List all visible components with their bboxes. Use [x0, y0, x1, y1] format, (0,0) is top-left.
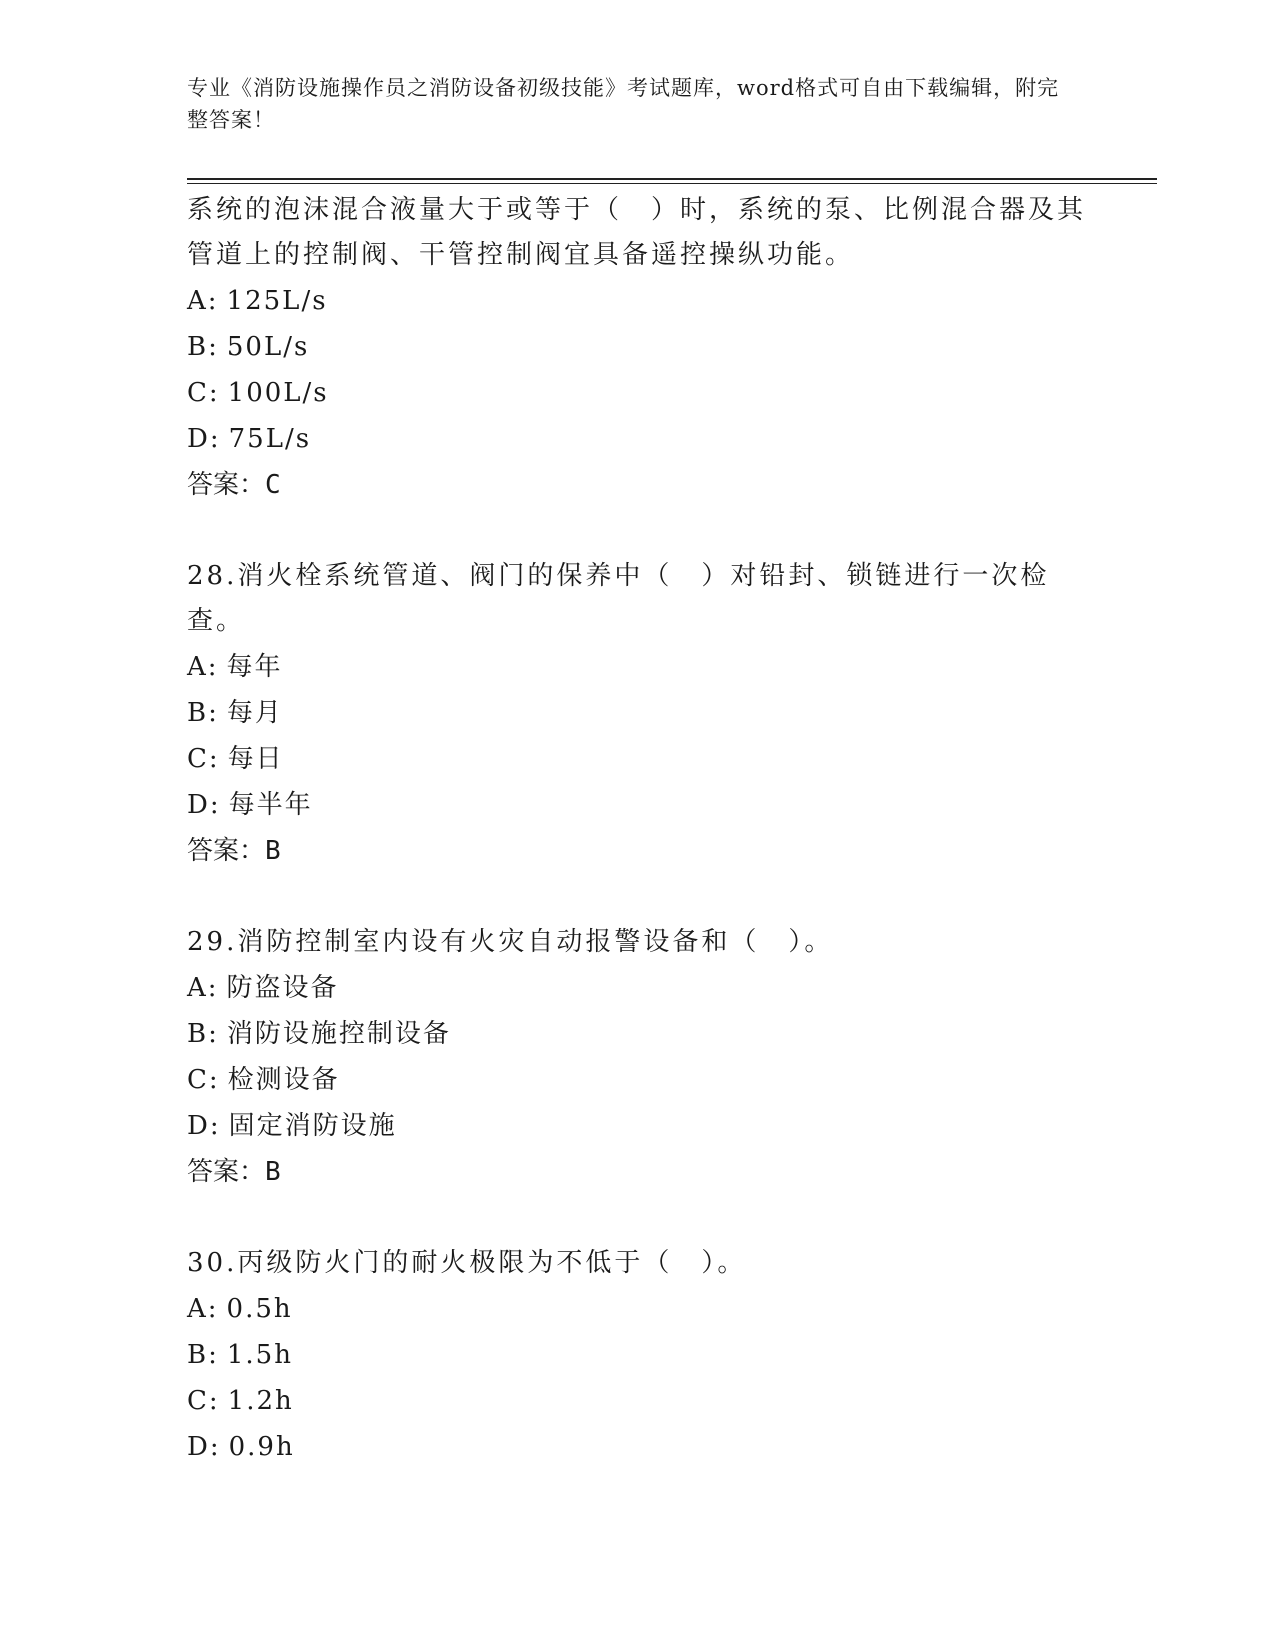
- option-c: [187, 370, 1087, 416]
- header-divider-thin: [187, 183, 1157, 184]
- answer-value: B: [265, 836, 281, 866]
- option-key: D:: [187, 1432, 221, 1462]
- option-value: 75L/s: [228, 424, 312, 454]
- option-value: 每日: [227, 744, 284, 774]
- option-d: [187, 1103, 1087, 1149]
- option-key: A:: [187, 652, 219, 682]
- option-value: 消防设施控制设备: [226, 1019, 451, 1049]
- option-value: 125L/s: [226, 286, 328, 316]
- answer-label: 答案：: [187, 836, 266, 866]
- option-value: 1.5h: [226, 1340, 293, 1370]
- option-key: B:: [187, 1340, 219, 1370]
- option-key: D:: [187, 424, 221, 454]
- option-value: 1.2h: [227, 1386, 294, 1416]
- option-c: [187, 1378, 1087, 1424]
- option-value: 每半年: [228, 790, 313, 820]
- answer-line: [187, 462, 1087, 508]
- option-value: 每月: [226, 698, 283, 728]
- question-list: [187, 188, 1087, 1516]
- option-key: C:: [187, 744, 220, 774]
- option-value: 每年: [226, 652, 283, 682]
- option-b: [187, 1011, 1087, 1057]
- option-value: 100L/s: [227, 378, 329, 408]
- option-value: 固定消防设施: [228, 1111, 397, 1141]
- option-d: [187, 782, 1087, 828]
- option-key: A:: [187, 286, 219, 316]
- option-key: B:: [187, 1019, 219, 1049]
- option-key: A:: [187, 1294, 219, 1324]
- header-divider-thick: [187, 178, 1157, 180]
- option-c: [187, 736, 1087, 782]
- option-key: B:: [187, 332, 219, 362]
- option-b: [187, 690, 1087, 736]
- option-a: [187, 1286, 1087, 1332]
- question-item: [187, 920, 1087, 1195]
- option-value: 防盗设备: [226, 973, 339, 1003]
- option-d: [187, 416, 1087, 462]
- option-key: A:: [187, 973, 219, 1003]
- answer-value: B: [265, 1157, 281, 1187]
- option-key: D:: [187, 790, 221, 820]
- option-key: B:: [187, 698, 219, 728]
- question-stem: 系统的泡沫混合液量大于或等于（ ）时，系统的泵、比例混合器及其管道上的控制阀、干管控制阀宜具备遥控操纵功能。: [187, 195, 1087, 270]
- option-key: C:: [187, 1386, 220, 1416]
- option-b: [187, 1332, 1087, 1378]
- answer-line: [187, 1149, 1087, 1195]
- option-key: D:: [187, 1111, 221, 1141]
- option-value: 检测设备: [227, 1065, 340, 1095]
- question-stem: 29.消防控制室内设有火灾自动报警设备和（ ）。: [187, 927, 834, 957]
- question-item: [187, 188, 1087, 508]
- question-item: [187, 554, 1087, 874]
- option-value: 0.5h: [226, 1294, 293, 1324]
- option-value: 50L/s: [226, 332, 310, 362]
- answer-line: [187, 828, 1087, 874]
- option-key: C:: [187, 1065, 220, 1095]
- option-a: [187, 644, 1087, 690]
- answer-label: 答案：: [187, 1157, 266, 1187]
- option-a: [187, 278, 1087, 324]
- question-stem: 30.丙级防火门的耐火极限为不低于（ ）。: [187, 1248, 747, 1278]
- option-d: [187, 1424, 1087, 1470]
- option-c: [187, 1057, 1087, 1103]
- option-key: C:: [187, 378, 220, 408]
- question-item: [187, 1241, 1087, 1470]
- answer-label: 答案：: [187, 470, 266, 500]
- document-header: 专业《消防设施操作员之消防设备初级技能》考试题库，word格式可自由下载编辑，附完整答案！: [187, 76, 1060, 132]
- option-value: 0.9h: [228, 1432, 295, 1462]
- question-stem: 28.消火栓系统管道、阀门的保养中（ ）对铅封、锁链进行一次检查。: [187, 561, 1050, 636]
- answer-value: C: [265, 470, 281, 500]
- option-b: [187, 324, 1087, 370]
- option-a: [187, 965, 1087, 1011]
